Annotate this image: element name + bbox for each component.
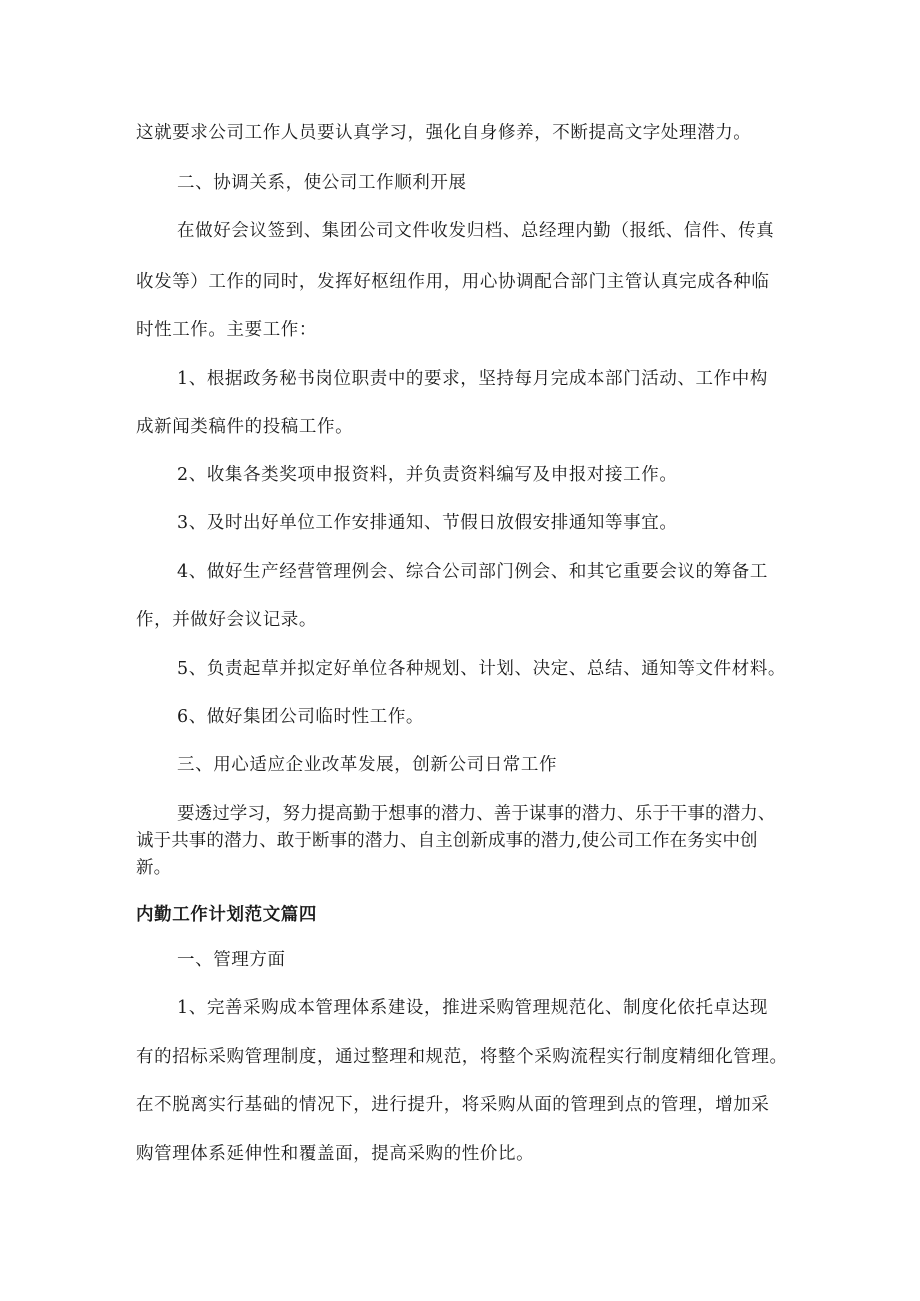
section3-para-line: 新。: [136, 858, 172, 878]
intro-line: 这就要求公司工作人员要认真学习，强化自身修养，不断提高文字处理潜力。: [136, 123, 752, 143]
article-item-1-line: 有的招标采购管理制度，通过整理和规范，将整个采购流程实行制度精细化管理。: [136, 1047, 788, 1067]
section3-para-line: 要透过学习，努力提高勤于想事的潜力、善于谋事的潜力、乐于干事的潜力、: [177, 804, 776, 824]
section2-para-line: 时性工作。主要工作：: [136, 320, 317, 340]
list-item-4-line: 4、做好生产经营管理例会、综合公司部门例会、和其它重要会议的筹备工: [177, 562, 768, 582]
article-title: 内勤工作计划范文篇四: [136, 905, 317, 925]
section-heading-3: 三、用心适应企业改革发展，创新公司日常工作: [177, 755, 558, 775]
list-item-5: 5、负责起草并拟定好单位各种规划、计划、决定、总结、通知等文件材料。: [177, 659, 787, 679]
list-item-3: 3、及时出好单位工作安排通知、节假日放假安排通知等事宜。: [177, 513, 678, 533]
list-item-2: 2、收集各类奖项申报资料，并负责资料编写及申报对接工作。: [177, 465, 678, 485]
section2-para-line: 在做好会议签到、集团公司文件收发归档、总经理内勤（报纸、信件、传真: [177, 221, 775, 241]
section3-para-line: 诚于共事的潜力、敢于断事的潜力、自主创新成事的潜力,使公司工作在务实中创: [136, 831, 758, 851]
list-item-4-line: 作，并做好会议记录。: [136, 610, 317, 630]
section2-para-line: 收发等）工作的同时，发挥好枢纽作用，用心协调配合部门主管认真完成各种临: [136, 272, 770, 292]
article-item-1-line: 购管理体系延伸性和覆盖面，提高采购的性价比。: [136, 1144, 535, 1164]
article-item-1-line: 在不脱离实行基础的情况下，进行提升，将采购从面的管理到点的管理，增加采: [136, 1095, 770, 1115]
article-item-1-line: 1、完善采购成本管理体系建设，推进采购管理规范化、制度化依托卓达现: [177, 998, 768, 1018]
list-item-1-line: 1、根据政务秘书岗位职责中的要求，坚持每月完成本部门活动、工作中构: [177, 369, 768, 389]
list-item-6: 6、做好集团公司临时性工作。: [177, 707, 425, 727]
section-heading-2: 二、协调关系，使公司工作顺利开展: [177, 173, 467, 193]
list-item-1-line: 成新闻类稿件的投稿工作。: [136, 417, 354, 437]
article-sub-heading: 一、管理方面: [177, 950, 286, 970]
